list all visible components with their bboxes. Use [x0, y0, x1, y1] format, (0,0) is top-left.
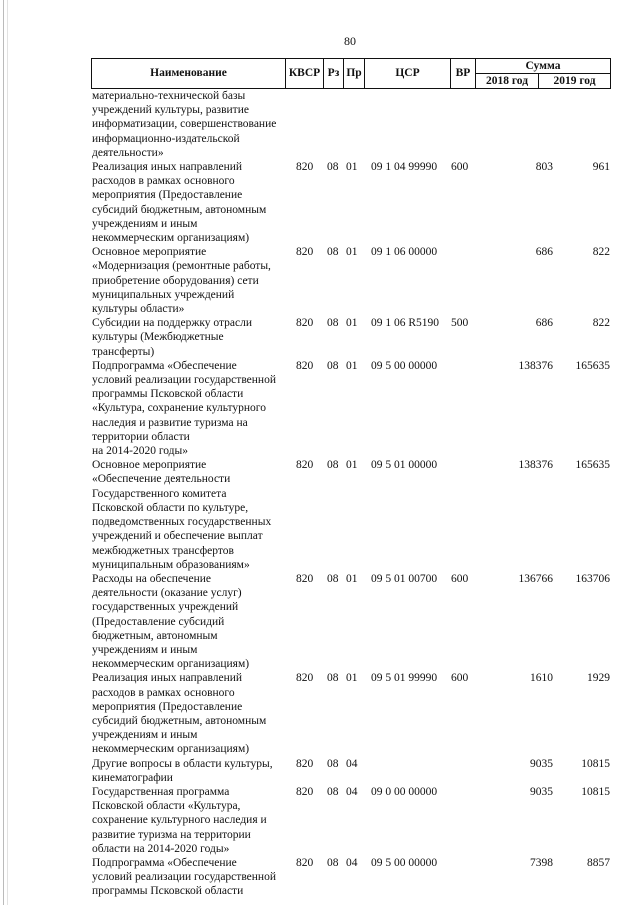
sum-2018-cell: 686	[535, 246, 553, 259]
kvsr-cell: 820	[296, 672, 314, 685]
rz-cell: 08	[327, 757, 339, 770]
vr-cell: 600	[451, 161, 469, 174]
kvsr-cell: 820	[296, 757, 314, 770]
row-name-cell: материально-технической базы учреждений культуры, развитие информатизации, совершенствование информационно-издательской деятельности»	[92, 90, 277, 159]
kvsr-cell: 820	[296, 161, 314, 174]
rz-cell: 08	[327, 359, 339, 372]
row-name-cell: Основное мероприятие «Модернизация (ремонтные работы, приобретение оборудования) сети муниципальных учреждений культуры области»	[92, 246, 271, 316]
table-row	[0, 245, 640, 316]
sum-2019-cell: 165635	[575, 359, 610, 372]
sum-2018-cell: 138376	[518, 359, 553, 372]
col-pr-header: Пр	[344, 59, 365, 89]
table-row	[0, 89, 640, 160]
table-row	[0, 785, 640, 856]
vr-cell: 500	[451, 317, 469, 330]
pr-cell: 04	[346, 856, 358, 869]
csr-cell: 09 5 00 00000	[371, 359, 438, 372]
row-name-cell: Другие вопросы в области культуры, кинематографии	[92, 757, 273, 784]
col-2018-header: 2018 год	[476, 74, 539, 89]
row-name-cell: Реализация иных направлений расходов в рамках основного мероприятия (Предоставление субсидий бюджетным, автономным учреждениям и иным некоммерческим организациям)	[92, 161, 267, 245]
kvsr-cell: 820	[296, 785, 314, 798]
table-row	[0, 458, 640, 572]
csr-cell: 09 5 01 00000	[371, 459, 438, 472]
row-name-cell: Государственная программа Псковской области «Культура, сохранение культурного наследия и развитие туризма на территории области на 2014-2020 годы»	[92, 785, 267, 855]
sum-2019-cell: 822	[592, 317, 610, 330]
csr-cell: 09 0 00 00000	[371, 785, 438, 798]
vr-cell: 600	[451, 672, 469, 685]
kvsr-cell: 820	[296, 317, 314, 330]
sum-2019-cell: 163706	[575, 572, 610, 585]
sum-2019-cell: 165635	[575, 459, 610, 472]
table-row	[0, 671, 640, 756]
csr-cell: 09 5 01 00700	[371, 572, 438, 585]
sum-2018-cell: 686	[535, 317, 553, 330]
col-vr-header: ВР	[451, 59, 476, 89]
row-name-cell: Основное мероприятие «Обеспечение деятельности Государственного комитета Псковской области по культуре, подведомственных государственных учреждений и обеспечение выплат межбюджетных трансфертов муниципальным образованиям»	[92, 459, 272, 571]
kvsr-cell: 820	[296, 246, 314, 259]
col-kvsr-header: КВСР	[286, 59, 324, 89]
row-name-cell: Расходы на обеспечение деятельности (оказание услуг) государственных учреждений (Предоставление субсидий бюджетным, автономным учреждениям и иным некоммерческим организациям)	[92, 572, 250, 671]
sum-2019-cell: 10815	[581, 785, 610, 798]
pr-cell: 01	[346, 359, 358, 372]
sum-2018-cell: 136766	[518, 572, 553, 585]
row-name-cell: Субсидии на поддержку отрасли культуры (Межбюджетные трансферты)	[92, 317, 253, 358]
pr-cell: 01	[346, 317, 358, 330]
rz-cell: 08	[327, 459, 339, 472]
table-row	[0, 856, 640, 899]
sum-2018-cell: 1610	[530, 672, 553, 685]
rz-cell: 08	[327, 672, 339, 685]
kvsr-cell: 820	[296, 856, 314, 869]
rz-cell: 08	[327, 856, 339, 869]
rz-cell: 08	[327, 246, 339, 259]
row-name-cell: Реализация иных направлений расходов в рамках основного мероприятия (Предоставление субсидий бюджетным, автономным учреждениям и иным некоммерческим организациям)	[92, 672, 267, 756]
pr-cell: 01	[346, 572, 358, 585]
pr-cell: 04	[346, 785, 358, 798]
sum-2019-cell: 822	[592, 246, 610, 259]
csr-cell: 09 1 06 00000	[371, 246, 438, 259]
sum-2019-cell: 10815	[581, 757, 610, 770]
col-name-header: Наименование	[92, 59, 286, 89]
csr-cell: 09 5 01 99990	[371, 672, 438, 685]
kvsr-cell: 820	[296, 572, 314, 585]
col-sum-header: Сумма	[476, 59, 611, 74]
kvsr-cell: 820	[296, 459, 314, 472]
csr-cell: 09 5 00 00000	[371, 856, 438, 869]
sum-2019-cell: 961	[592, 161, 610, 174]
pr-cell: 04	[346, 757, 358, 770]
rz-cell: 08	[327, 161, 339, 174]
rz-cell: 08	[327, 785, 339, 798]
pr-cell: 01	[346, 459, 358, 472]
col-2019-header: 2019 год	[539, 74, 611, 89]
kvsr-cell: 820	[296, 359, 314, 372]
page-number: 80	[344, 34, 356, 48]
sum-2019-cell: 1929	[587, 672, 610, 685]
pr-cell: 01	[346, 672, 358, 685]
csr-cell: 09 1 04 99990	[371, 161, 438, 174]
table-row	[0, 572, 640, 671]
csr-cell: 09 1 06 R5190	[371, 317, 440, 330]
col-rz-header: Рз	[324, 59, 344, 89]
table-row	[0, 160, 640, 245]
sum-2018-cell: 138376	[518, 459, 553, 472]
table-row	[0, 757, 640, 785]
sum-2018-cell: 9035	[530, 757, 553, 770]
table-row	[0, 316, 640, 359]
vr-cell: 600	[451, 572, 469, 585]
rz-cell: 08	[327, 572, 339, 585]
row-name-cell: Подпрограмма «Обеспечение условий реализации государственной программы Псковской области	[92, 856, 276, 898]
table-row	[0, 359, 640, 458]
sum-2018-cell: 9035	[530, 785, 553, 798]
table-body	[0, 89, 640, 899]
sum-2019-cell: 8857	[587, 856, 610, 869]
rz-cell: 08	[327, 317, 339, 330]
pr-cell: 01	[346, 246, 358, 259]
sum-2018-cell: 803	[535, 161, 553, 174]
sum-2018-cell: 7398	[530, 856, 553, 869]
row-name-cell: Подпрограмма «Обеспечение условий реализации государственной программы Псковской области «Культура, сохранение культурного наследия и развитие туризма на территории области на 2014-2020 годы»	[92, 359, 276, 458]
table-header	[91, 58, 611, 89]
col-csr-header: ЦСР	[365, 59, 451, 89]
pr-cell: 01	[346, 161, 358, 174]
